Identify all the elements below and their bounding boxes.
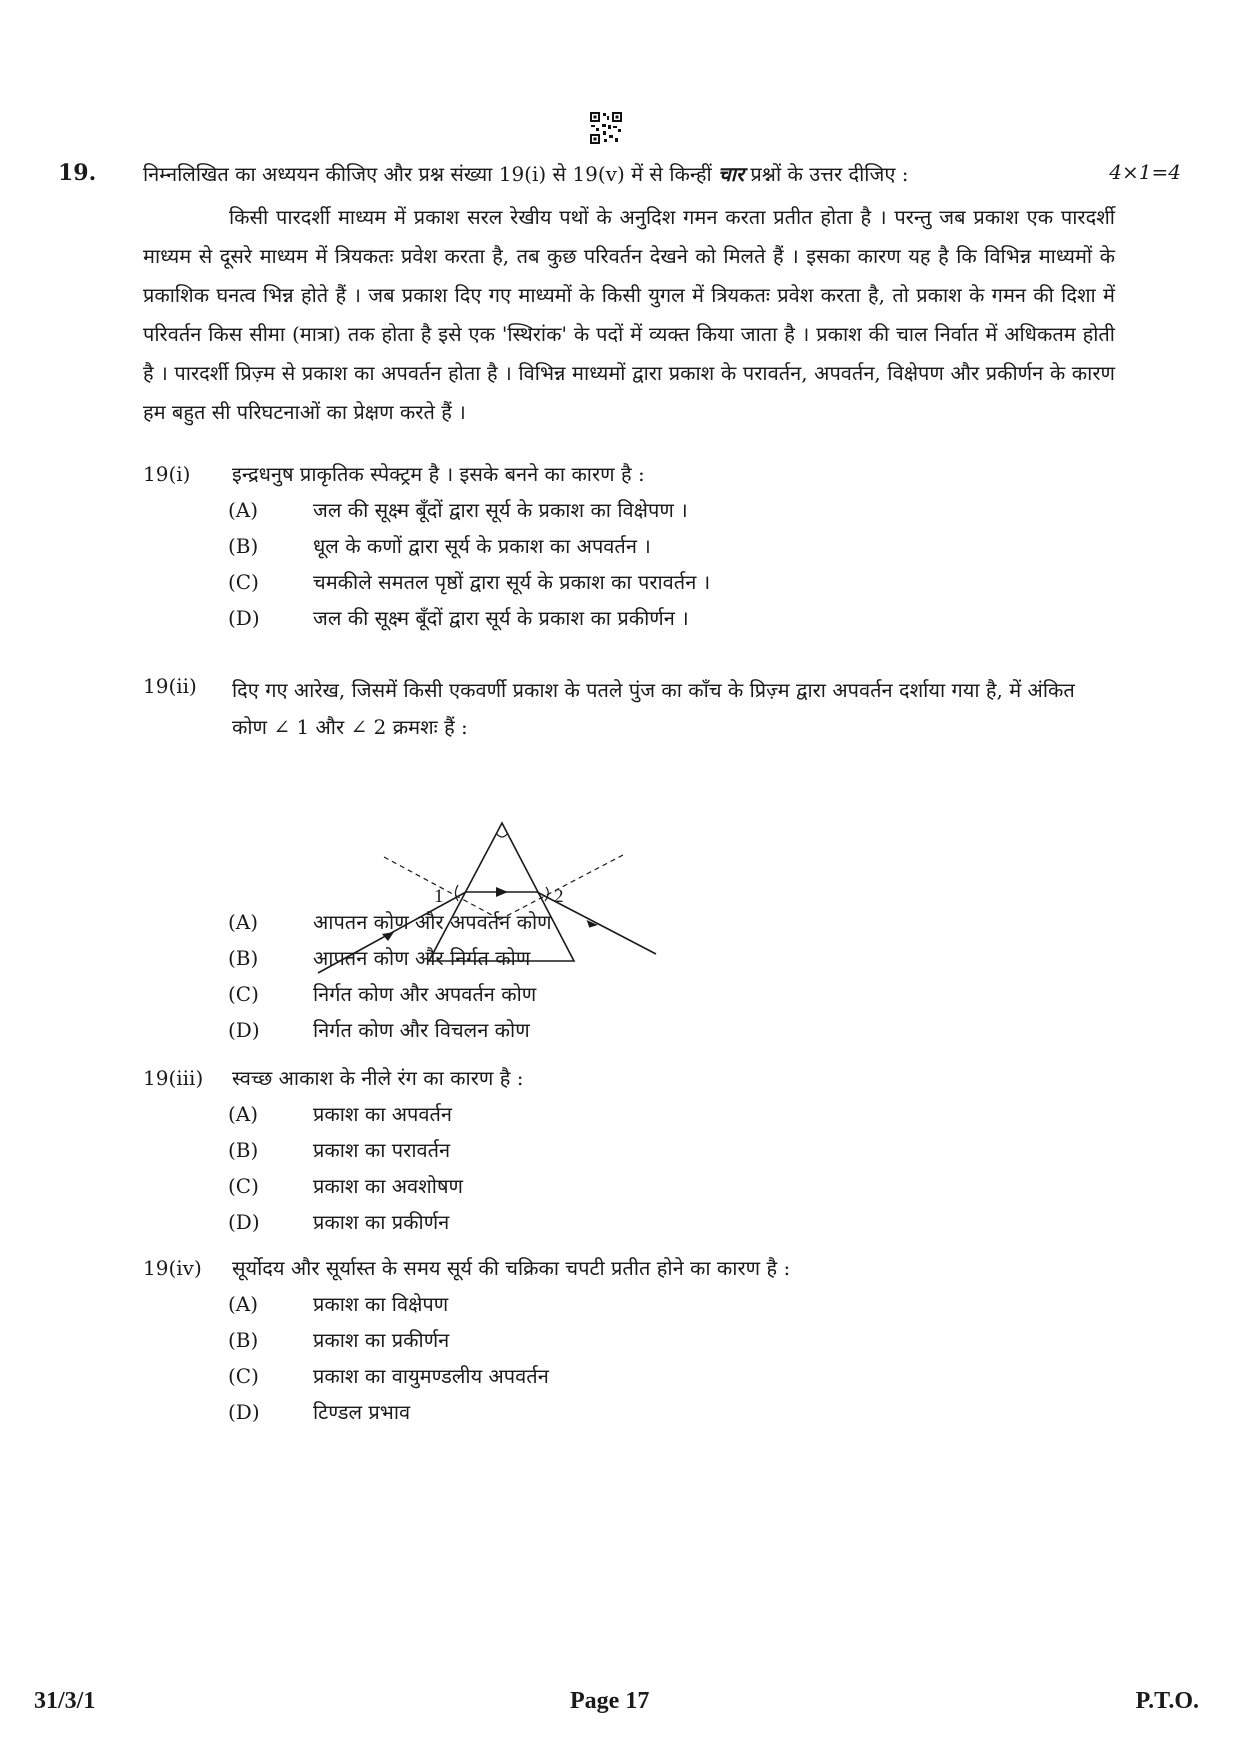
heading-emphasis: चार [718, 162, 745, 186]
angle2-arc [545, 887, 548, 901]
subquestion-number: 19(i) [143, 462, 191, 486]
option-text: निर्गत कोण और अपवर्तन कोण [313, 982, 537, 1006]
subquestion-number: 19(ii) [143, 674, 197, 698]
refracted-arrow [496, 887, 508, 897]
paper-code: 31/3/1 [34, 1688, 96, 1714]
subquestion-text: सूर्योदय और सूर्यास्त के समय सूर्य की चक्रिका चपटी प्रतीत होने का कारण है : [232, 1256, 791, 1280]
option-label: (A) [228, 1292, 259, 1316]
option-label: (B) [228, 1138, 259, 1162]
option-text: आपतन कोण और निर्गत कोण [313, 946, 531, 970]
option-text: जल की सूक्ष्म बूँदों द्वारा सूर्य के प्रकाश का प्रकीर्णन । [313, 606, 689, 630]
option-text: प्रकाश का प्रकीर्णन [313, 1210, 450, 1234]
subquestion-number: 19(iv) [143, 1256, 202, 1280]
option-label: (D) [228, 606, 260, 630]
page-number: Page 17 [570, 1688, 650, 1714]
subquestion-number: 19(iii) [143, 1066, 204, 1090]
question-number: 19. [58, 160, 97, 186]
option-label: (A) [228, 498, 259, 522]
angle2-label: 2 [554, 886, 564, 907]
qr-code-icon [589, 111, 623, 145]
pto-label: P.T.O. [1135, 1688, 1199, 1714]
option-label: (D) [228, 1400, 260, 1424]
option-text: प्रकाश का अवशोषण [313, 1174, 463, 1198]
subquestion-text: स्वच्छ आकाश के नीले रंग का कारण है : [232, 1066, 524, 1090]
option-text: प्रकाश का प्रकीर्णन [313, 1328, 450, 1352]
option-label: (A) [228, 910, 259, 934]
question-heading: निम्नलिखित का अध्ययन कीजिए और प्रश्न संख्या 19(i) से 19(v) में से किन्हीं चार प्रश्नों के उत्तर दीजिए : [143, 162, 909, 186]
option-text: प्रकाश का परावर्तन [313, 1138, 451, 1162]
subquestion-text: दिए गए आरेख, जिसमें किसी एकवर्णी प्रकाश के पतले पुंज का काँच के प्रिज़्म द्वारा अपवर्तन दर्शाया गया है, में अंकित कोण ∠ 1 और ∠ 2 क्रमशः हैं : [232, 678, 1075, 739]
option-label: (B) [228, 1328, 259, 1352]
option-label: (B) [228, 534, 259, 558]
option-label: (C) [228, 1364, 259, 1388]
apex-angle-arc [496, 833, 508, 837]
option-label: (D) [228, 1210, 260, 1234]
option-text: टिण्डल प्रभाव [313, 1400, 411, 1424]
option-text: धूल के कणों द्वारा सूर्य के प्रकाश का अपवर्तन । [313, 534, 651, 558]
option-label: (A) [228, 1102, 259, 1126]
option-label: (B) [228, 946, 259, 970]
option-label: (C) [228, 1174, 259, 1198]
option-text: प्रकाश का विक्षेपण [313, 1292, 449, 1316]
option-text: जल की सूक्ष्म बूँदों द्वारा सूर्य के प्रकाश का विक्षेपण । [313, 498, 688, 522]
option-text: आपतन कोण और अपवर्तन कोण [313, 910, 552, 934]
option-label: (C) [228, 982, 259, 1006]
subquestion-text: इन्द्रधनुष प्राकृतिक स्पेक्ट्रम है । इसके बनने का कारण है : [232, 462, 645, 486]
option-text: चमकीले समतल पृष्ठों द्वारा सूर्य के प्रकाश का परावर्तन । [313, 570, 711, 594]
passage-text: किसी पारदर्शी माध्यम में प्रकाश सरल रेखीय पथों के अनुदिश गमन करता प्रतीत होता है । परन्तु जब प्रकाश एक पारदर्शी माध्यम से दूसरे माध्यम में त्रियकतः प्रवेश करता है, तब कुछ परिवर्तन देखने को मिलते हैं । इसका कारण यह है कि विभिन्न माध्यमों के प्रकाशिक घनत्व भिन्न होते हैं । जब प्रकाश दिए गए माध्यमों के किसी युगल में त्रियकतः प्रवेश करता है, तो प्रकाश के गमन की दिशा में परिवर्तन किस सीमा (मात्रा) तक होता है इसे एक 'स्थिरांक' के पदों में व्यक्त किया जाता है । प्रकाश की चाल निर्वात में अधिकतम होती है । पारदर्शी प्रिज़्म से प्रकाश का अपवर्तन होता है । विभिन्न माध्यमों द्वारा प्रकाश के परावर्तन, अपवर्तन, विक्षेपण और प्रकीर्णन के कारण हम बहुत सी परिघटनाओं का प्रेक्षण करते हैं । [143, 205, 1115, 424]
option-text: प्रकाश का अपवर्तन [313, 1102, 453, 1126]
angle1-label: 1 [434, 886, 444, 907]
angle1-arc [456, 885, 459, 901]
option-label: (D) [228, 1018, 260, 1042]
option-label: (C) [228, 570, 259, 594]
question-marks: 4×1=4 [1109, 160, 1181, 184]
option-text: प्रकाश का वायुमण्डलीय अपवर्तन [313, 1364, 549, 1388]
option-text: निर्गत कोण और विचलन कोण [313, 1018, 530, 1042]
